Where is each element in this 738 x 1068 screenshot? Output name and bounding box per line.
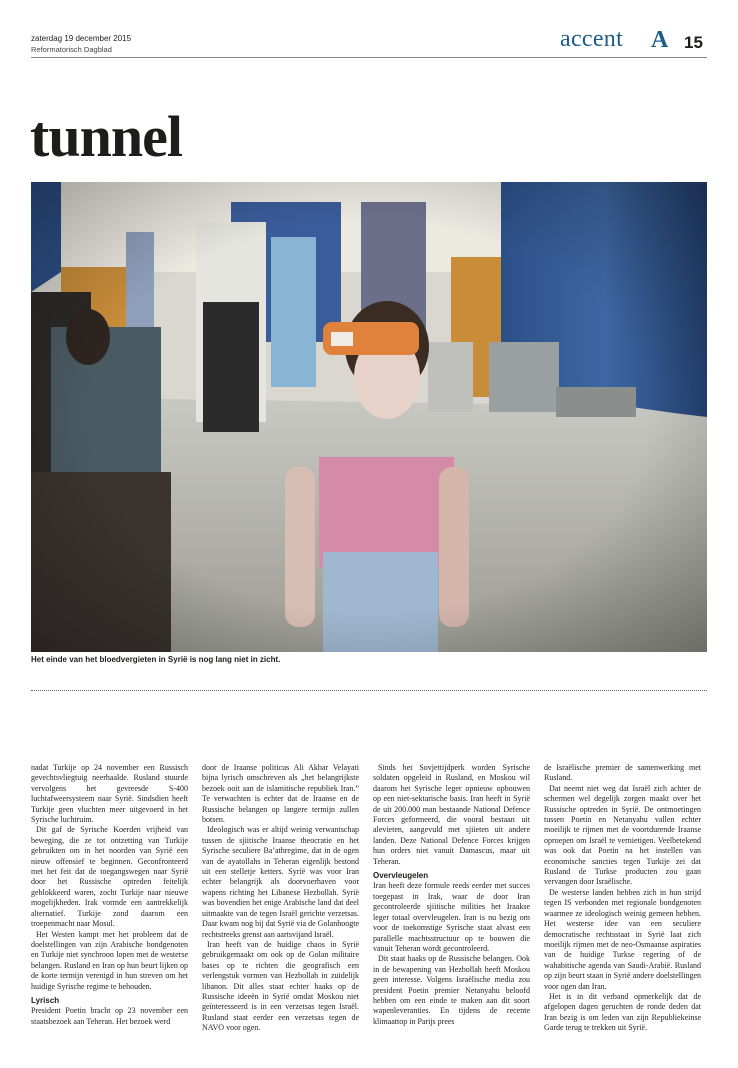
header-rule xyxy=(31,57,707,58)
paragraph: de Israëlische premier de samenwerking met Rusland. xyxy=(544,763,701,783)
paragraph: Sinds het Sovjettijdperk worden Syrische soldaten opgeleid in Rusland, en Moskou wil daarom het Syrische leger opnieuw opbouwen op een niet-sektarische basis. Iran heeft in Syrië de uit 200.000 man bestaande National Defence Forces geformeerd, die vooral bestaan uit alevieten, aangevuld met sjiieten uit andere landen. Deze National Defence Forces krijgen hun orders niet vanuit Damascus, maar uit Teheran. xyxy=(373,763,530,866)
paragraph: nadat Turkije op 24 november een Russisch gevechtsvliegtuig neerhaalde. Rusland stuurde vervolgens het gevreesde S-400 luchtafweersysteem naar Syrië. Sindsdien heeft Turkije geen vluchten meer uitgevoerd in het Syrische luchtruim. xyxy=(31,763,188,825)
paragraph: Dat neemt niet weg dat Israël zich achter de schermen wel degelijk zorgen maakt over het Russische optreden in Syrië. De ontmoetingen tussen Poetin en Netanyahu vallen echter moeilijk te rijmen met de voortdurende Iraanse oproepen om Israël te vernietigen. Veelbetekend was ook dat Poetin na het instellen van economische sancties tegen Turkije zei dat Rusland de Turkse producten zou gaan vervangen door Israëlische. xyxy=(544,783,701,887)
paragraph: Iran heeft deze formule reeds eerder met succes toegepast in Irak, waar de door Iran gecontroleerde sjiitische milities het Iraakse leger totaal overvleugelen. Iran is nu bezig om voor de toekomstige Syrische staat alvast een parallelle machtsstructuur op te bouwen die vanuit Teheran wordt gecontroleerd. xyxy=(373,881,530,953)
hospital-scene-illustration xyxy=(31,182,707,652)
paragraph: Ideologisch was er altijd weinig verwantschap tussen de sjiitische Iraanse theocratie en het Syrische seculiere Ba’athregime, dat in de ogen van de ayatollahs in Teheran eigenlijk bestond uit een stelletje ketters. Syrië was voor Iran echter belangrijk als doorvoerhaven voor wapens richting het Libanese Hezbollah. Syrië was bovendien het enige Arabische land dat deel uitmaakte van de tegen Israël gerichte verzetsas. Daar kwam nog bij dat Syrië via de Golanhoogte rechtstreeks grenst aan aartsvijand Israël. xyxy=(202,825,359,939)
paragraph: Dit gaf de Syrische Koerden vrijheid van beweging, die ze tot ontzetting van Turkije gebruikten om in het noorden van Syrië een nieuw offensief te beginnen. Geconfronteerd met het feit dat de toegangswegen naar Syrië door het Russische optreden feitelijk geblokkeerd waren, zocht Turkije naar nieuwe mogelijkheden. Irak vormde een aantrekkelijk alternatief. Turkije zond daarom een troepenmacht naar Mosul. xyxy=(31,825,188,929)
section-logo: A xyxy=(651,27,669,53)
section-name: accent xyxy=(560,26,624,52)
subheading: Overvleugelen xyxy=(373,871,429,881)
paragraph: Het is in dit verband opmerkelijk dat de afgelopen dagen geruchten de ronde deden dat Iran bezig is om leden van zijn Republiekeinse Garde terug te trekken uit Syrië. xyxy=(544,991,701,1033)
dotted-divider xyxy=(31,690,707,691)
article-headline: tunnel xyxy=(30,104,182,169)
paragraph: Dit staat haaks op de Russische belangen. Ook in de bewapening van Hezbollah heeft Moskou geen interesse. Volgens Israëlische media zou president Poetin premier Netanyahu beloofd hebben om een einde te maken aan dit soort wapenleveranties. En tijdens de recente klimaattop in Parijs prees xyxy=(373,954,530,1026)
photo-caption: Het einde van het bloedvergieten in Syrië is nog lang niet in zicht. xyxy=(31,655,281,664)
paragraph: door de Iraanse politicus Ali Akbar Velayati bijna lyrisch omschreven als „het belangrijkste bezoek ooit aan de islamitische republiek Iran.” Te verwachten is echter dat de Iraanse en de Russische belangen op langere termijn zullen botsen. xyxy=(202,763,359,825)
text-column-3 xyxy=(373,763,530,1027)
text-column-2 xyxy=(202,763,359,1034)
paragraph: President Poetin bracht op 23 november een staatsbezoek aan Teheran. Het bezoek werd xyxy=(31,1006,188,1026)
text-column-1 xyxy=(31,763,188,1027)
paragraph: De westerse landen hebben zich in hun strijd tegen IS verbonden met regionale bondgenoten waarmee ze ideologisch weinig gemeen hebben. Het westerse idee van een seculiere democratische rechtsstaat in Syrië laat zich moeilijk rijmen met de neo-Osmaanse aspiraties van de huidige Turkse regering of de wahabitische agenda van Saudi-Arabië. Rusland op zijn beurt staan in Syrië andere doelstellingen voor ogen dan Iran. xyxy=(544,887,701,991)
edition-date: zaterdag 19 december 2015 xyxy=(31,34,132,43)
paragraph: Iran heeft van de huidige chaos in Syrië gebruikgemaakt om ook op de Golan militaire bases op te richten die geografisch een verlengstuk vormen van Hezbollah in zuidelijk libanon. Dit alles staat echter haaks op de Russische ideeën in Syrië omdat Moskou niet geïnteresseerd is in een verzetsas tegen Israël. Rusland staat eerder een verzetsas tegen de NAVO voor ogen. xyxy=(202,939,359,1033)
page-number: 15 xyxy=(684,33,703,52)
text-column-4 xyxy=(544,763,701,1034)
paragraph: Het Westen kampt met het probleem dat de doelstellingen van zijn Arabische bondgenoten en Turkije niet synchroon lopen met de westerse belangen. Rusland en Iran op hun beurt lijken op de korte termijn verenigd in hun streven om het huidige Syrische regime te behouden. xyxy=(31,929,188,991)
subheading: Lyrisch xyxy=(31,995,60,1005)
article-photo xyxy=(31,182,707,652)
newspaper-name: Reformatorisch Dagblad xyxy=(31,45,112,54)
